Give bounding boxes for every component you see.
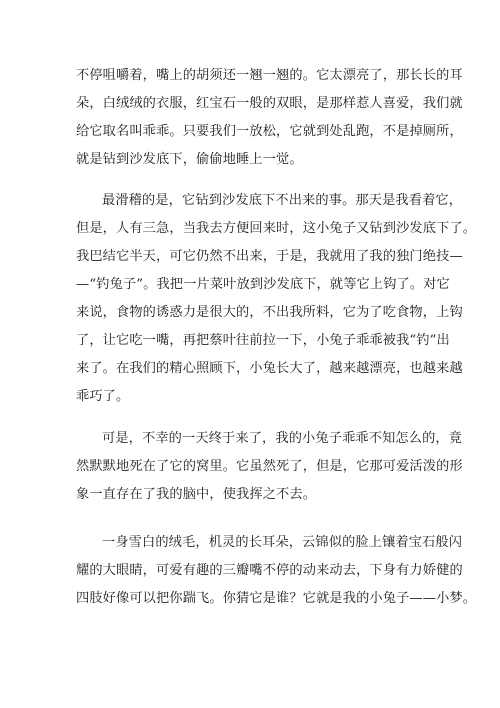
text-line: 耀的大眼睛，可爱有趣的三瓣嘴不停的动来动去，下身有力娇健的 — [76, 563, 463, 578]
text-line: 象一直存在了我的脑中，使我挥之不去。 — [76, 487, 317, 502]
text-line: 一身雪白的绒毛，机灵的长耳朵，云锦似的脸上镶着宝石般闪 — [102, 535, 463, 550]
paragraph-1 — [76, 62, 463, 174]
text-line: 给它取名叫乖乖。只要我们一放松，它就到处乱跑，不是掉厕所， — [76, 124, 463, 139]
text-line: 我巴结它半天，可它仍然不出来，于是，我就用了我的独门绝技— — [76, 249, 463, 264]
text-line: 不停咀嚼着，嘴上的胡须还一翘一翘的。它太漂亮了，那长长的耳 — [76, 68, 463, 83]
paragraph-3 — [76, 425, 463, 509]
text-line: 最滑稽的是，它钻到沙发底下不出来的事。那天是我看着它， — [102, 193, 463, 208]
text-line: 来说，食物的诱惑力是很大的，不出我所料，它为了吃食物，上钩 — [76, 305, 463, 320]
text-line: 了，让它吃一嘴，再把蔡叶往前拉一下，小兔子乖乖被我“钓”出 — [76, 333, 450, 348]
text-line: 乖巧了。 — [76, 389, 130, 404]
text-line: 就是钻到沙发底下，偷偷地睡上一觉。 — [76, 152, 303, 167]
text-line: —“钓兔子”。我把一片菜叶放到沙发底下，就等它上钩了。对它 — [76, 277, 450, 292]
text-line: 四肢好像可以把你踹飞。你猜它是谁？它就是我的小兔子——小梦。 — [76, 591, 477, 606]
paragraph-4 — [76, 529, 477, 613]
paragraph-2 — [76, 187, 477, 411]
text-line: 然默默地死在了它的窝里。它虽然死了，但是，它那可爱活泼的形 — [76, 459, 463, 474]
text-line: 但是，人有三急，当我去方便回来时，这小兔子又钻到沙发底下了。 — [76, 221, 477, 236]
text-line: 朵，白绒绒的衣服，红宝石一般的双眼，是那样惹人喜爱，我们就 — [76, 96, 463, 111]
text-line: 来了。在我们的精心照顾下，小兔长大了，越来越漂亮，也越来越 — [76, 361, 463, 376]
text-line: 可是，不幸的一天终于来了，我的小兔子乖乖不知怎么的，竟 — [102, 431, 463, 446]
